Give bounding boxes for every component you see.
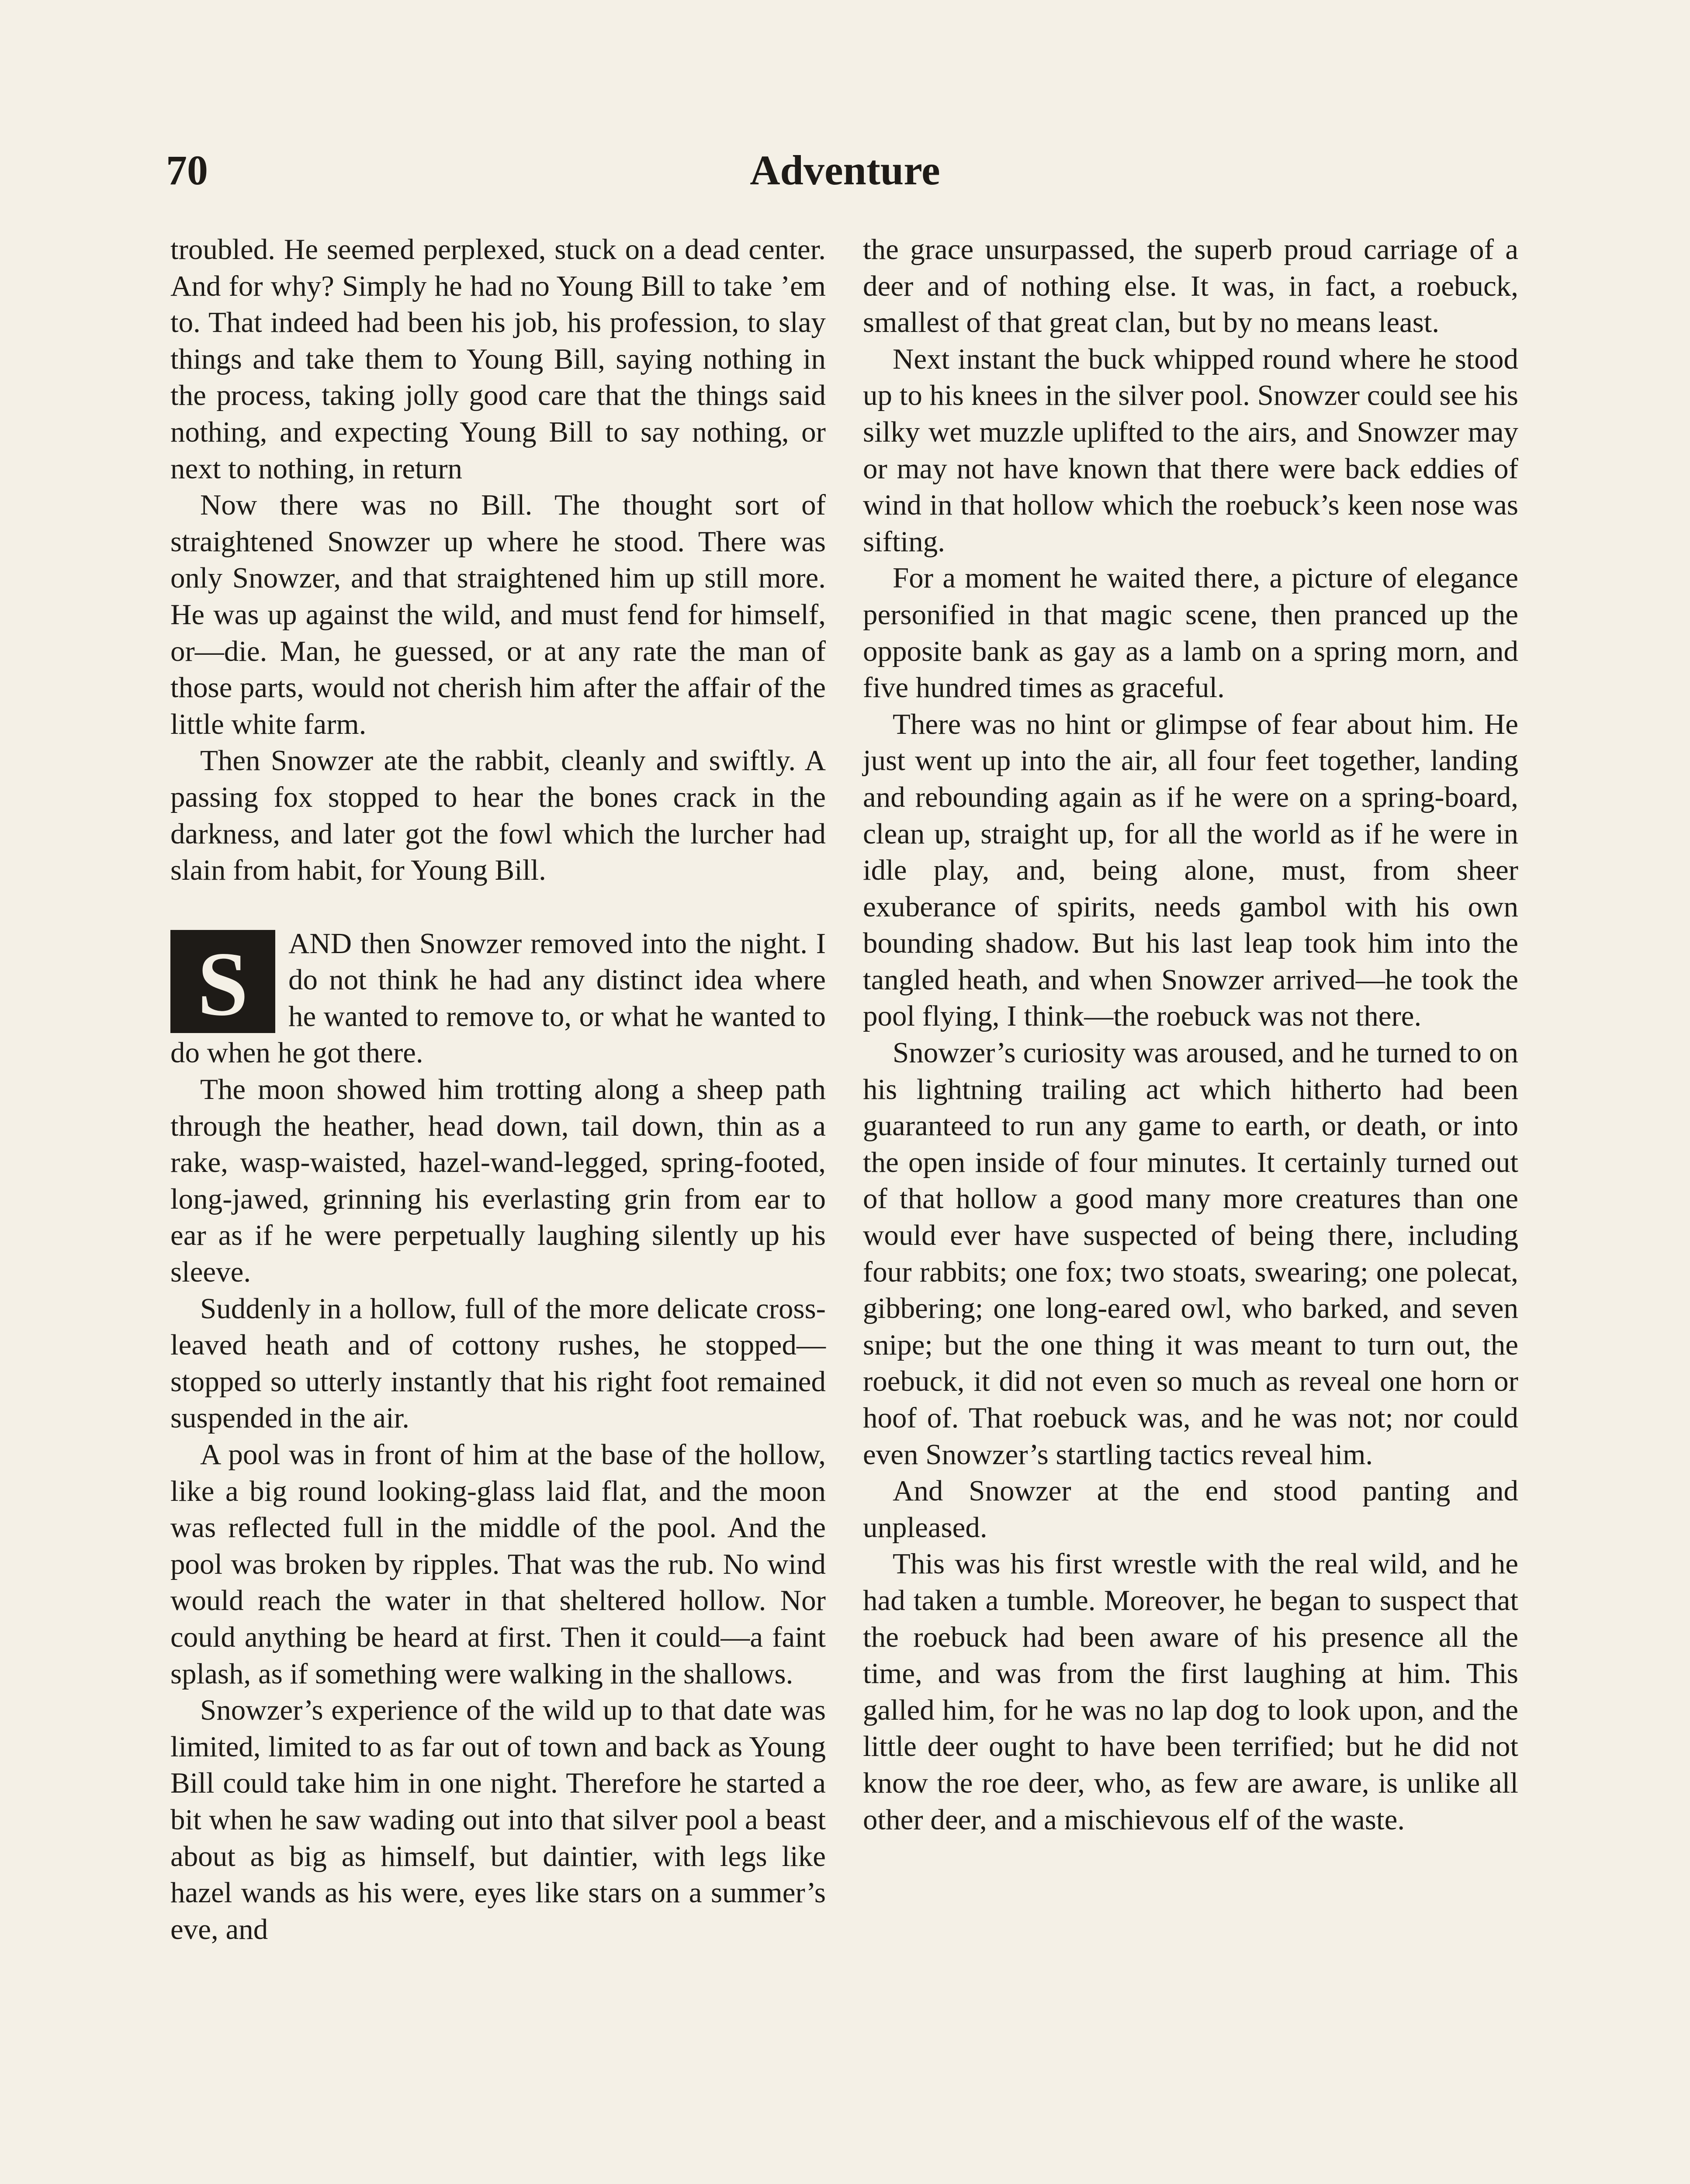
paragraph: Snowzer’s curiosity was aroused, and he turned to on his lightning trailing act which hitherto had been guaranteed to run any game to earth, or death, or into the open inside of four minutes. It certainly turned out of that hollow a good many more creatures than one would ever have suspected of being there, including four rabbits; one fox; two stoats, swearing; one polecat, gibbering; one long-eared owl, who barked, and seven snipe; but the one thing it was meant to turn out, the roebuck, it did not even so much as reveal one horn or hoof of. That roebuck was, and he was not; nor could even Snowzer’s startling tactics reveal him.: [863, 1037, 1518, 1471]
paragraph: Snowzer’s experience of the wild up to that date was limited, limited to as far out of town and back as Young Bill could take him in one night. Therefore he started a bit when he saw wading out into that silver pool a beast about as big as himself, but daintier, with legs like hazel wands as his were, eyes like stars on a summer’s eve, and: [170, 1694, 826, 1946]
paragraph: There was no hint or glimpse of fear about him. He just went up into the air, all four feet together, landing and rebounding again as if he were on a spring-board, clean up, straight up, for all the world as if he were in idle play, and, being alone, must, from sheer exuberance of spirits, needs gambol with his own bounding shadow. But his last leap took him into the tangled heath, and when Snowzer arrived—he took the pool flying, I think—the roebuck was not there.: [863, 708, 1518, 1033]
paragraph: This was his first wrestle with the real wild, and he had taken a tumble. Moreover, he began to suspect that the roebuck had been aware of his presence all the time, and was from the first laughing at him. This galled him, for he was no lap dog to look upon, and the little deer ought to have been terrified; but he did not know the roe deer, who, as few are aware, is unlike all other deer, and a mischievous elf of the waste.: [863, 1548, 1518, 1836]
left-column: [170, 232, 826, 1948]
section-opening-text: AND then Snowzer removed into the night. I do not think he had any distinct idea where he wanted to remove to, or what he wanted to do when he got there.: [170, 927, 826, 1069]
paragraph: A pool was in front of him at the base of the hollow, like a big round looking-glass laid flat, and the moon was reflected full in the middle of the pool. And the pool was broken by ripples. That was the rub. No wind would reach the water in that sheltered hollow. Nor could anything be heard at first. Then it could—a faint splash, as if something were walking in the shallows.: [170, 1438, 826, 1690]
paragraph: Now there was no Bill. The thought sort of straightened Snowzer up where he stood. There was only Snowzer, and that straightened him up still more. He was up against the wild, and must fend for himself, or—die. Man, he guessed, or at any rate the man of those parts, would not cherish him after the affair of the little white farm.: [170, 489, 826, 740]
right-column: [863, 232, 1518, 1838]
page-number: 70: [166, 147, 208, 194]
paragraph: troubled. He seemed perplexed, stuck on a dead center. And for why? Simply he had no Young Bill to take ’em to. That indeed had been his job, his profession, to slay things and take them to Young Bill, saying nothing in the process, taking jolly good care that the things said nothing, and expecting Young Bill to say nothing, or next to nothing, in return: [170, 233, 826, 485]
page-header: [166, 140, 1524, 201]
paragraph: Then Snowzer ate the rabbit, cleanly and swiftly. A passing fox stopped to hear the bones crack in the darkness, and later got the fowl which the lurcher had slain from habit, for Young Bill.: [170, 744, 826, 887]
running-title: Adventure: [750, 147, 940, 194]
drop-initial-ornament: S: [170, 930, 275, 1033]
paragraph: And Snowzer at the end stood panting and unpleased.: [863, 1475, 1518, 1544]
paragraph: For a moment he waited there, a picture of elegance personified in that magic scene, then pranced up the opposite bank as gay as a lamb on a spring morn, and five hundred times as graceful.: [863, 562, 1518, 704]
paragraph: The moon showed him trotting along a sheep path through the heather, head down, tail down, thin as a rake, wasp-waisted, hazel-wand-legged, spring-footed, long-jawed, grinning his everlasting grin from ear to ear as if he were perpetually laughing silently up his sleeve.: [170, 1073, 826, 1289]
paragraph: Suddenly in a hollow, full of the more delicate cross-leaved heath and of cottony rushes, he stopped—stopped so utterly instantly that his right foot remained suspended in the air.: [170, 1292, 826, 1434]
paragraph: the grace unsurpassed, the superb proud carriage of a deer and of nothing else. It was, in fact, a roebuck, smallest of that great clan, but by no means least.: [863, 233, 1518, 339]
paragraph: Next instant the buck whipped round where he stood up to his knees in the silver pool. Snowzer could see his silky wet muzzle uplifted to the airs, and Snowzer may or may not have known that there were back eddies of wind in that hollow which the roebuck’s keen nose was sifting.: [863, 342, 1518, 558]
section-opening-paragraph: [170, 926, 826, 1071]
